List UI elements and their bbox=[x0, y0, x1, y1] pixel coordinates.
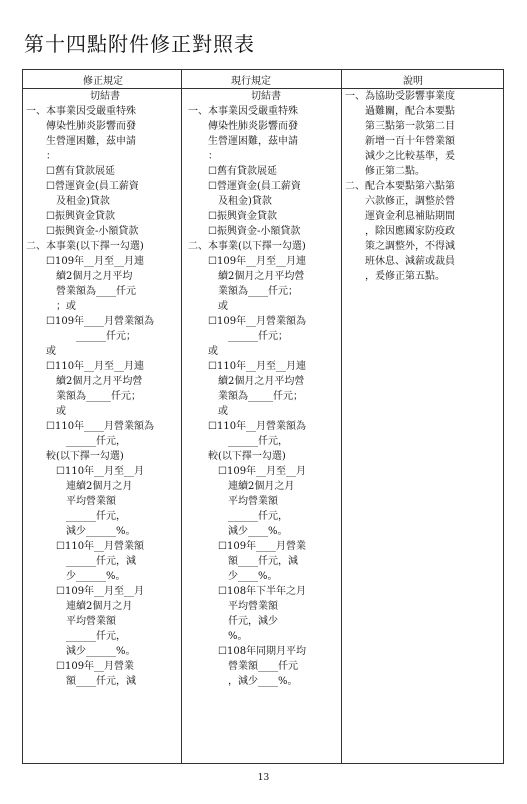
text-line: ______仟元； bbox=[26, 331, 136, 342]
text-line: 生營運困難，茲申請 bbox=[26, 136, 136, 147]
text-line: 二、本事業(以下擇一勾選) bbox=[188, 241, 306, 252]
text-line: ☐110年__月至__月連 bbox=[26, 361, 145, 372]
header-revised: 修正規定 bbox=[83, 76, 123, 87]
table-header bbox=[23, 70, 503, 89]
text-line: ☐109年__月至__月 bbox=[188, 466, 307, 477]
text-line: 營業額為____仟元 bbox=[26, 286, 136, 297]
text-line: ______仟元， bbox=[26, 511, 126, 522]
text-line: ☐110年__月營業額 bbox=[26, 541, 145, 552]
text-line: 續2個月之月平均營 bbox=[188, 376, 305, 387]
text-line: ☐110年__月至__月連 bbox=[188, 361, 307, 372]
text-line: 過難關，配合本要點 bbox=[345, 106, 455, 117]
text-line: ☐109年__月至__月連 bbox=[26, 256, 145, 267]
text-line: 一、本事業因受嚴重特殊 bbox=[26, 106, 136, 117]
text-line: 續2個月之月平均營 bbox=[188, 271, 305, 282]
text-line: ☐108年下半年之月 bbox=[188, 586, 307, 597]
text-line: ☐振興資金貸款 bbox=[188, 211, 277, 222]
text-line: 減少______%。 bbox=[26, 646, 136, 657]
text-line: 減少______%。 bbox=[26, 526, 136, 537]
text-line: ☐110年____月營業額為 bbox=[26, 421, 155, 432]
text-line: 策之調整外，不得減 bbox=[345, 241, 455, 252]
text-line: ，除因應國家防疫政 bbox=[345, 226, 455, 237]
text-line: 連續2個月之月 bbox=[26, 601, 133, 612]
text-line: 班休息、減薪或裁員 bbox=[345, 256, 455, 267]
text-line: 平均營業額 bbox=[188, 601, 278, 612]
text-line: 一、本事業因受嚴重特殊 bbox=[188, 106, 298, 117]
text-line: ☐109年__月營業額為 bbox=[188, 316, 307, 327]
text-line: ： bbox=[188, 151, 218, 162]
text-line: 第三點第一款第二目 bbox=[345, 121, 455, 132]
text-line: 平均營業額 bbox=[188, 496, 278, 507]
text-line: ☐109年__月至__月 bbox=[26, 586, 145, 597]
text-line: ☐舊有貸款展延 bbox=[26, 166, 115, 177]
text-line: 或 bbox=[188, 406, 228, 417]
text-line: ☐108年同期月平均 bbox=[188, 646, 307, 657]
text-line: ☐振興資金-小額貸款 bbox=[26, 226, 139, 237]
text-line: 額____仟元，減 bbox=[188, 556, 298, 567]
text-line: 連續2個月之月 bbox=[26, 481, 133, 492]
text-line: ______仟元， bbox=[188, 511, 288, 522]
text-line: 或 bbox=[26, 406, 66, 417]
header-current: 現行規定 bbox=[231, 76, 271, 87]
text-line: 或 bbox=[188, 301, 228, 312]
text-line: ☐109年____月營業額為 bbox=[26, 316, 155, 327]
text-line: 傳染性肺炎影響而發 bbox=[188, 121, 298, 132]
text-line: 及租金)貸款 bbox=[26, 196, 110, 207]
page-title: 第十四點附件修正對照表 bbox=[24, 32, 255, 56]
text-line: 較(以下擇一勾選) bbox=[26, 451, 124, 462]
text-line: 或 bbox=[188, 346, 218, 357]
revised-column bbox=[26, 89, 184, 689]
text-line: ______仟元， bbox=[188, 436, 288, 447]
text-line: ______仟元，減 bbox=[26, 556, 136, 567]
text-line: 或 bbox=[26, 346, 56, 357]
text-line: 續2個月之月平均 bbox=[26, 271, 133, 282]
text-line: 及租金)貸款 bbox=[188, 196, 272, 207]
text-line: ☐振興資金貸款 bbox=[26, 211, 115, 222]
text-line: ______仟元； bbox=[188, 331, 288, 342]
text-line: 平均營業額 bbox=[26, 496, 116, 507]
text-line: 運資金利息補貼期間 bbox=[345, 211, 455, 222]
text-line: %。 bbox=[188, 631, 248, 642]
text-line: ☐營運資金(員工薪資 bbox=[26, 181, 139, 192]
text-line: ______仟元， bbox=[26, 631, 126, 642]
text-line: ☐振興資金-小額貸款 bbox=[188, 226, 301, 237]
text-line: 切結書 bbox=[251, 91, 281, 102]
text-line: 新增一百十年營業額 bbox=[345, 136, 455, 147]
text-line: ，爰修正第五點。 bbox=[345, 271, 445, 282]
text-line: 切結書 bbox=[90, 91, 120, 102]
text-line: 修正第二點。 bbox=[345, 166, 425, 177]
text-line: 營業額____仟元 bbox=[188, 661, 298, 672]
text-line: 業額為_____仟元； bbox=[26, 391, 141, 402]
text-line: ☐營運資金(員工薪資 bbox=[188, 181, 301, 192]
text-line: 續2個月之月平均營 bbox=[26, 376, 143, 387]
comparison-table bbox=[22, 69, 504, 764]
text-line: 業額為_____仟元； bbox=[188, 391, 303, 402]
text-line: ，減少____%。 bbox=[188, 676, 298, 687]
text-line: ☐110年__月營業額為 bbox=[188, 421, 307, 432]
text-line: 減少之比較基準，爰 bbox=[345, 151, 455, 162]
page-number: 13 bbox=[257, 773, 270, 783]
text-line: 二、本事業(以下擇一勾選) bbox=[26, 241, 144, 252]
text-line: ☐109年____月營業 bbox=[188, 541, 307, 552]
current-column bbox=[188, 89, 344, 689]
text-line: 傳染性肺炎影響而發 bbox=[26, 121, 136, 132]
text-line: 減少____%。 bbox=[188, 526, 288, 537]
text-line: 生營運困難，茲申請 bbox=[188, 136, 298, 147]
text-line: 平均營業額 bbox=[26, 616, 116, 627]
text-line: ： bbox=[26, 151, 56, 162]
text-line: ☐110年__月至__月 bbox=[26, 466, 145, 477]
text-line: 業額為____仟元； bbox=[188, 286, 298, 297]
text-line: 一、為協助受影響事業度 bbox=[345, 91, 455, 102]
header-notes: 說明 bbox=[403, 76, 423, 87]
text-line: ；或 bbox=[26, 301, 76, 312]
text-line: 二、配合本要點第六點第 bbox=[345, 181, 455, 192]
text-line: 額____仟元，減 bbox=[26, 676, 136, 687]
text-line: 六款修正，調整於營 bbox=[345, 196, 455, 207]
text-line: ☐舊有貸款展延 bbox=[188, 166, 277, 177]
text-line: 少______%。 bbox=[26, 571, 126, 582]
text-line: ______仟元， bbox=[26, 436, 126, 447]
text-line: 少____%。 bbox=[188, 571, 278, 582]
text-line: 仟元，減少 bbox=[188, 616, 278, 627]
text-line: 連續2個月之月 bbox=[188, 481, 295, 492]
text-line: ☐109年__月至__月連 bbox=[188, 256, 307, 267]
text-line: 較(以下擇一勾選) bbox=[188, 451, 286, 462]
text-line: ☐109年__月營業 bbox=[26, 661, 135, 672]
notes-column bbox=[345, 89, 503, 284]
